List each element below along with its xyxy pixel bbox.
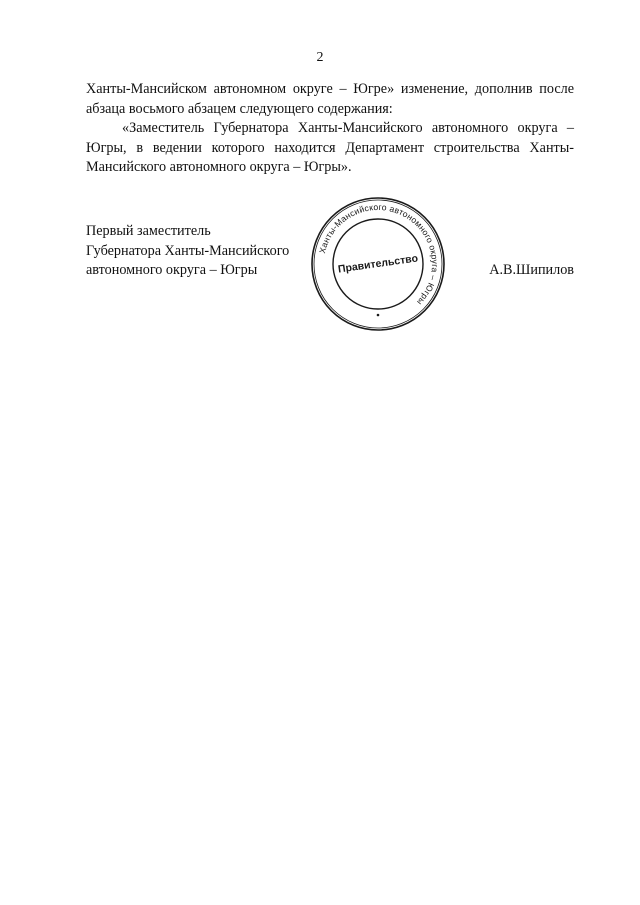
body-paragraph-quote: «Заместитель Губернатора Ханты-Мансийского автономного округа – Югры, в ведении которого находится Департамент строительства Ханты-Мансийского автономного округа – Югры». [86,120,574,175]
stamp-ring-text: Ханты-Мансийского автономного округа – Югры [317,201,441,308]
official-seal-stamp [310,196,446,332]
signer-name: А.В.Шипилов [489,262,574,278]
document-body [86,80,574,178]
body-paragraph-continuation: Ханты-Мансийском автономном округе – Югре» изменение, дополнив после абзаца восьмого абзацем следующего содержания: [86,81,574,117]
signer-position [86,222,289,281]
signer-position-line-3: автономного округа – Югры [86,262,258,278]
signer-position-line-1: Первый заместитель [86,223,211,239]
stamp-dot-mark [377,314,380,317]
signer-position-line-2: Губернатора Ханты-Мансийского [86,242,290,259]
page-number: 2 [316,50,324,65]
stamp-center-text: Правительство [337,252,419,276]
